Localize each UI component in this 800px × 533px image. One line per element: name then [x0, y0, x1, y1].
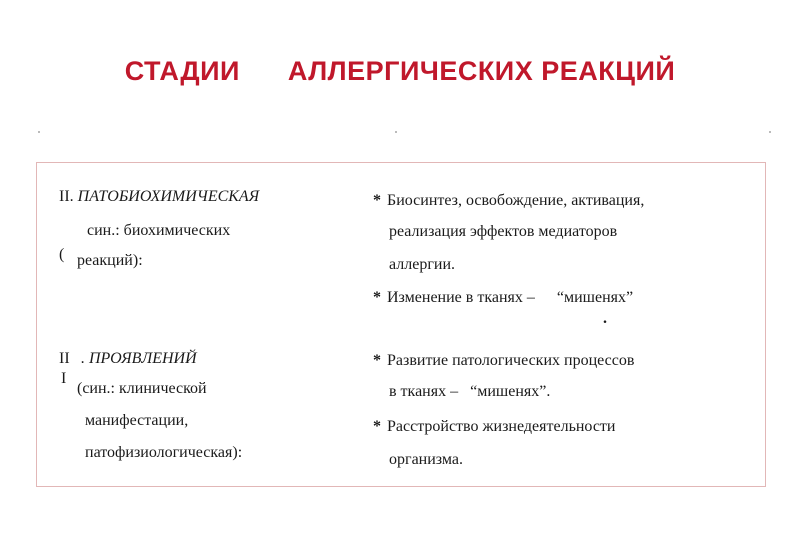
stage-3-synonym-line1: (син.: клинической — [77, 380, 207, 397]
stage-3-numeral-b: I — [61, 370, 67, 387]
stage-3-name: . ПРОЯВЛЕНИЙ — [81, 350, 197, 367]
stage-2-point-1-line2: реализация эффектов медиаторов — [389, 223, 618, 240]
bullet-star: * — [373, 418, 381, 435]
stage-2-numeral: II. — [59, 188, 74, 205]
stage-2-point-2 — [373, 288, 633, 308]
point-text: Развитие патологических процессов — [387, 352, 635, 369]
stage-2-point-1-line1 — [373, 191, 644, 211]
corner-mark — [38, 131, 40, 133]
stage-3-numeral-a: II — [59, 350, 70, 367]
stage-2-name: ПАТОБИОХИМИЧЕСКАЯ — [77, 188, 260, 205]
point-text: Изменение в тканях – — [387, 289, 535, 306]
point-text: Расстройство жизнедеятельности — [387, 418, 616, 435]
point-text: Биосинтез, освобождение, активация, — [387, 192, 645, 209]
corner-mark — [769, 131, 771, 133]
bullet-star: * — [373, 352, 381, 369]
stage-2-point-2-dot: . — [603, 310, 607, 327]
slide-title — [0, 56, 800, 87]
stage-2-heading — [59, 187, 259, 207]
stage-3-point-1-line2: в тканях – “мишенях”. — [389, 383, 551, 400]
stages-table — [36, 162, 766, 487]
stage-2-paren: ( — [59, 246, 65, 263]
stage-2-synonym-line2: реакций): — [77, 252, 143, 269]
stage-3-synonym-line2: манифестации, — [85, 412, 189, 429]
stage-2-point-1-line3: аллергии. — [389, 256, 455, 273]
stage-3-point-2-line2: организма. — [389, 451, 463, 468]
title-word-stages: СТАДИИ — [124, 56, 240, 86]
point-text-quoted: “мишенях” — [556, 289, 634, 306]
stage-3-point-1-line1 — [373, 351, 634, 371]
stage-3-point-2-line1 — [373, 417, 615, 437]
stage-3-synonym-line3: патофизиологическая): — [85, 444, 243, 461]
title-word-allergic-reactions: АЛЛЕРГИЧЕСКИХ РЕАКЦИЙ — [287, 56, 676, 86]
corner-mark — [395, 131, 397, 133]
stage-2-synonym-line1: син.: биохимических — [87, 222, 231, 239]
bullet-star: * — [373, 289, 381, 306]
bullet-star: * — [373, 192, 381, 209]
